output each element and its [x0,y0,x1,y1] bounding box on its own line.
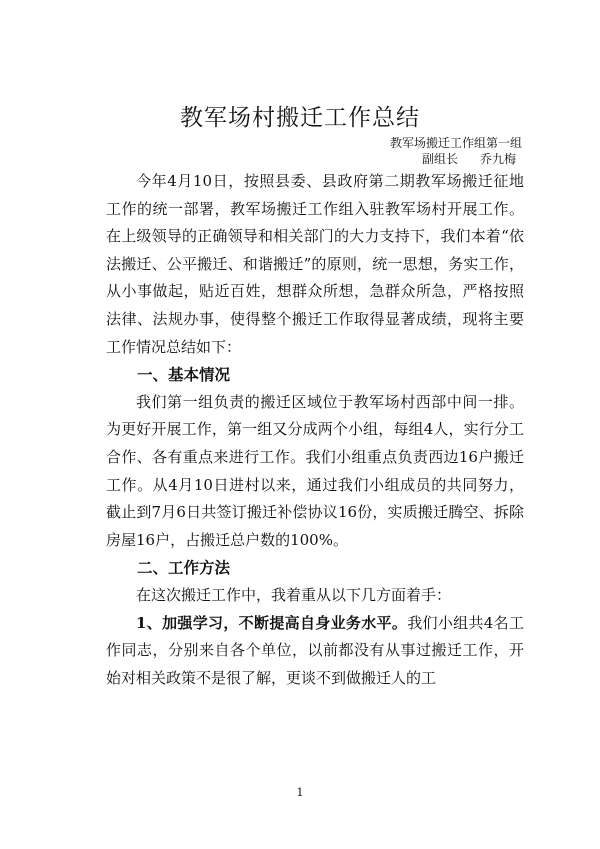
author-line [422,151,570,167]
work-methods-paragraph: 在这次搬迁工作中，我着重从以下几方面着手： [136,585,452,604]
section-heading-basic-situation: 一、基本情况 [137,365,231,385]
document-body [106,168,524,692]
item-1-lead: 1、加强学习，不断提高自身业务水平。 [136,613,408,632]
section-heading-work-methods: 二、工作方法 [137,558,231,578]
author-block [390,135,570,167]
item-1-text: 我们小组共4名工作同志，分别来自各个单位，以前都没有从事过搬迁工作，开始对相关政策不是很了解，更谈不到做搬迁人的工 [106,613,524,687]
author-name: 乔九梅 [480,152,517,166]
intro-paragraph: 今年4月10日，按照县委、县政府第二期教军场搬迁征地工作的统一部署，教军场搬迁工作组入驻教军场村开展工作。在上级领导的正确领导和相关部门的大力支持下，我们本着“依法搬迁、公平搬迁、和谐搬迁”的原则，统一思想，务实工作，从小事做起，贴近百姓，想群众所想，急群众所急，严格按照法律、法规办事，使得整个搬迁工作取得显著成绩，现将主要工作情况总结如下： [106,172,524,356]
author-organization: 教军场搬迁工作组第一组 [390,136,523,150]
basic-situation-paragraph: 我们第一组负责的搬迁区域位于教军场村西部中间一排。为更好开展工作，第一组又分成两个小组，每组4人，实行分工合作、各有重点来进行工作。我们小组重点负责西边16户搬迁工作。从4月10日进村以来，通过我们小组成员的共同努力，截止到7月6日共签订搬迁补偿协议16份，实质搬迁腾空、拆除房屋16户，占搬迁总户数的100%。 [106,392,524,549]
item-1-paragraph [106,610,524,693]
page-number: 1 [296,786,304,799]
author-role: 副组长 [422,152,459,166]
document-title: 教军场村搬迁工作总结 [180,105,420,131]
